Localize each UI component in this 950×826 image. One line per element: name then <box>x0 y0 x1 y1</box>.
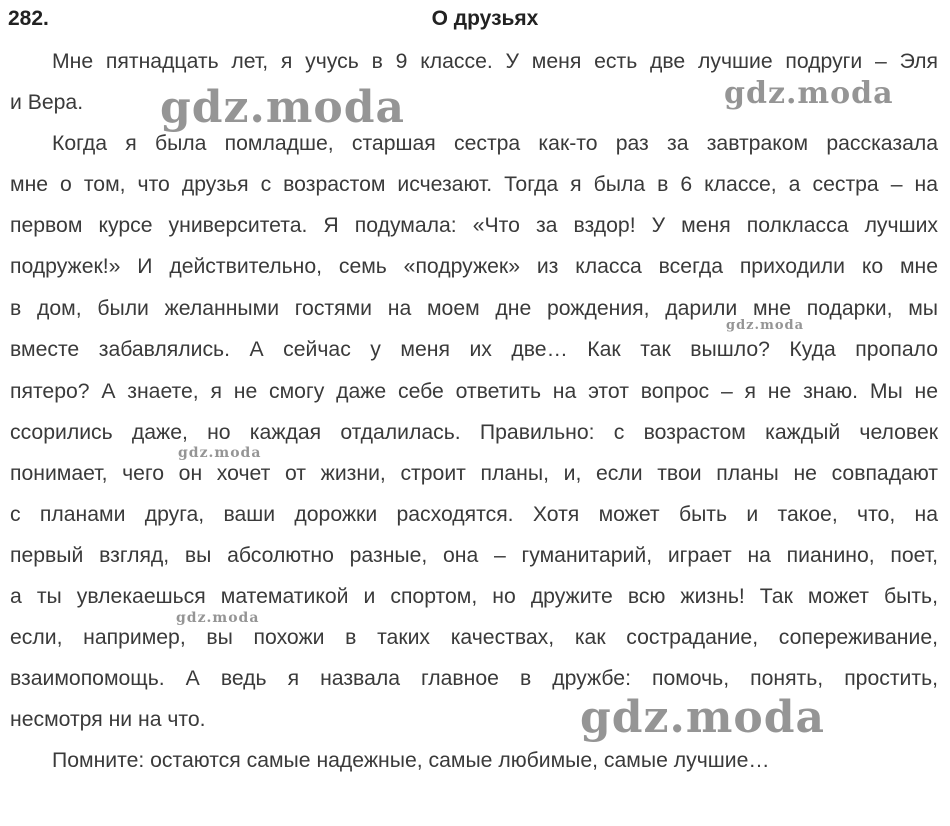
text-line: понимает, чего он хочет от жизни, строит планы, и, если твои планы не совпадают <box>10 462 938 485</box>
watermark-logo: gdz.moda <box>160 82 406 133</box>
watermark-logo: gdz.moda <box>176 610 260 626</box>
watermark-logo: gdz.moda <box>580 692 826 743</box>
watermark-logo: gdz.moda <box>726 318 805 333</box>
text-line: подружек!» И действительно, семь «подружек» из класса всегда приходили ко мне <box>10 255 938 278</box>
text-line: несмотря ни на что. <box>10 708 206 731</box>
text-line: первый взгляд, вы абсолютно разные, она – гуманитарий, играет на пианино, поет, <box>10 544 938 567</box>
text-line: в дом, были желанными гостями на моем дне рождения, дарили мне подарки, мы <box>10 297 938 320</box>
text-line: ссорились даже, но каждая отдалилась. Правильно: с возрастом каждый человек <box>10 421 938 444</box>
text-line: а ты увлекаешься математикой и спортом, но дружите всю жизнь! Так может быть, <box>10 585 938 608</box>
exercise-number: 282. <box>8 7 49 30</box>
watermark-logo: gdz.moda <box>724 76 894 111</box>
text-line: взаимопомощь. А ведь я назвала главное в дружбе: помочь, понять, простить, <box>10 667 938 690</box>
text-line: и Вера. <box>10 91 84 114</box>
text-line: первом курсе университета. Я подумала: «Что за вздор! У меня полкласса лучших <box>10 214 938 237</box>
text-line: пятеро? А знаете, я не смогу даже себе ответить на этот вопрос – я не знаю. Мы не <box>10 380 938 403</box>
text-line: если, например, вы похожи в таких качествах, как сострадание, сопереживание, <box>10 626 938 649</box>
text-line: с планами друга, ваши дорожки расходятся. Хотя может быть и такое, что, на <box>10 503 938 526</box>
text-line: Когда я была помладше, старшая сестра как-то раз за завтраком рассказала <box>52 132 938 155</box>
exercise-title: О друзьях <box>431 7 539 30</box>
text-line: вместе забавлялись. А сейчас у меня их две… Как так вышло? Куда пропало <box>10 338 938 361</box>
text-line: Помните: остаются самые надежные, самые любимые, самые лучшие… <box>52 749 770 772</box>
text-line: мне о том, что друзья с возрастом исчезают. Тогда я была в 6 классе, а сестра – на <box>10 173 938 196</box>
text-line: Мне пятнадцать лет, я учусь в 9 классе. У меня есть две лучшие подруги – Эля <box>52 50 938 73</box>
watermark-logo: gdz.moda <box>178 445 262 461</box>
